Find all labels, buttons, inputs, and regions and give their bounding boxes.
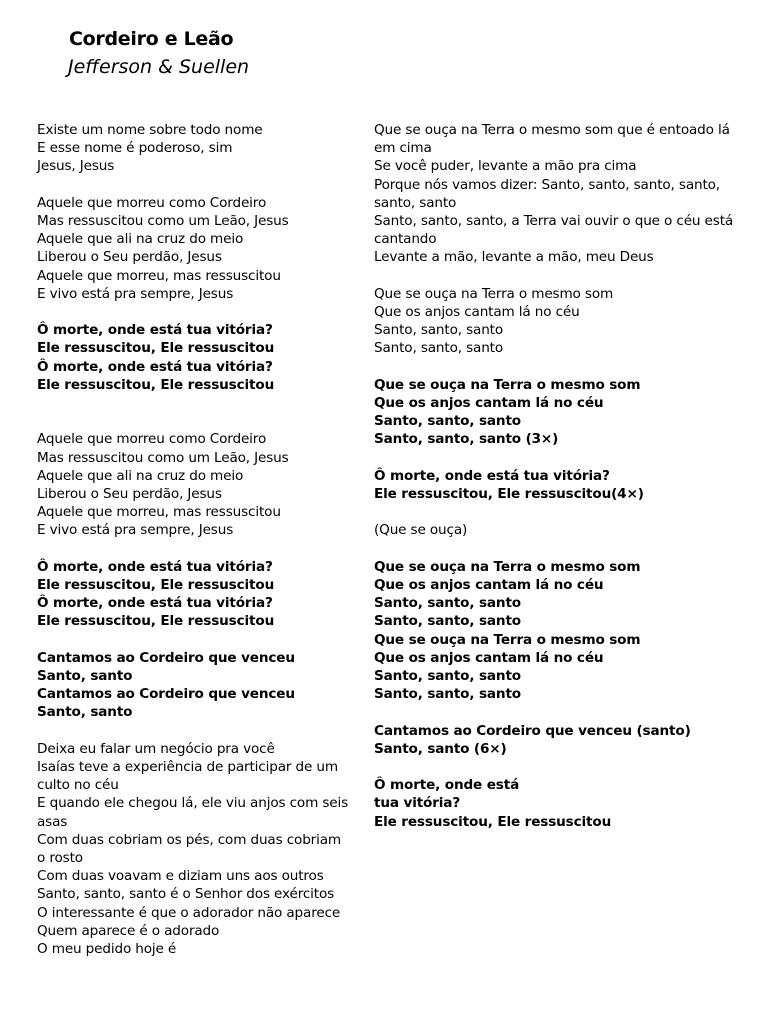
lyric-line: Quem aparece é o adorado: [37, 922, 220, 939]
lyric-line: Que se ouça na Terra o mesmo som: [374, 631, 641, 648]
stanza: [374, 776, 754, 831]
lyric-line: Que se ouça na Terra o mesmo som: [374, 558, 641, 575]
lyric-line: Que os anjos cantam lá no céu: [374, 649, 604, 666]
lyric-line: Isaías teve a experiência de participar de um culto no céu: [37, 759, 338, 794]
lyric-line: Aquele que morreu como Cordeiro: [37, 194, 267, 211]
stanza: [374, 722, 754, 758]
lyric-line: Que os anjos cantam lá no céu: [374, 304, 580, 321]
lyric-line: Mas ressuscitou como um Leão, Jesus: [37, 213, 289, 229]
lyric-line: (Que se ouça): [374, 522, 468, 539]
lyric-line: Ele ressuscitou, Ele ressuscitou: [37, 340, 275, 357]
lyric-line: Ô morte, onde está tua vitória?: [37, 322, 273, 339]
lyric-line: Jesus, Jesus: [37, 158, 115, 175]
lyric-line: Santo, santo, santo: [374, 413, 521, 430]
lyric-line: Porque nós vamos dizer: Santo, santo, santo, santo, santo, santo: [374, 176, 720, 211]
lyric-line: Ele ressuscitou, Ele ressuscitou(4×): [374, 486, 644, 503]
lyric-line: Cantamos ao Cordeiro que venceu: [37, 686, 295, 703]
lyric-line: Santo, santo, santo: [374, 340, 504, 357]
lyric-line: O interessante é que o adorador não aparece: [37, 904, 341, 921]
lyric-line: Aquele que morreu, mas ressuscitou: [37, 267, 281, 284]
stanza: [374, 558, 754, 704]
lyric-line: Santo, santo: [37, 668, 133, 685]
lyric-line: Cantamos ao Cordeiro que venceu (santo): [374, 722, 691, 739]
stanza: [374, 467, 754, 503]
lyric-line: Que se ouça na Terra o mesmo som: [374, 376, 641, 393]
lyric-line: Que se ouça na Terra o mesmo som: [374, 285, 614, 302]
stanza: [37, 430, 352, 539]
stanza: [374, 121, 754, 267]
stanza: [37, 649, 352, 722]
song-title: Cordeiro e Leão: [69, 28, 234, 50]
lyric-line: Santo, santo, santo é o Senhor dos exércitos: [37, 886, 335, 903]
lyric-line: tua vitória?: [374, 795, 461, 812]
lyric-line: Ele ressuscitou, Ele ressuscitou: [37, 613, 275, 630]
lyric-line: Aquele que ali na cruz do meio: [37, 467, 244, 484]
stanza: [37, 558, 352, 631]
song-artist: Jefferson & Suellen: [68, 56, 250, 78]
lyric-line: Santo, santo, santo, a Terra vai ouvir o que o céu está cantando: [374, 213, 734, 248]
lyric-line: Liberou o Seu perdão, Jesus: [37, 249, 222, 266]
lyric-line: Que os anjos cantam lá no céu: [374, 577, 604, 593]
lyric-line: Levante a mão, levante a mão, meu Deus: [374, 249, 654, 266]
lyric-line: Ô morte, onde está tua vitória?: [374, 467, 610, 484]
stanza: [37, 321, 352, 394]
lyric-line: Aquele que ali na cruz do meio: [37, 231, 244, 248]
lyric-line: E esse nome é poderoso, sim: [37, 140, 233, 157]
lyric-line: Liberou o Seu perdão, Jesus: [37, 486, 222, 503]
lyric-line: Santo, santo, santo: [374, 595, 521, 612]
stanza: [374, 376, 754, 449]
lyric-line: E vivo está pra sempre, Jesus: [37, 522, 234, 539]
lyric-line: Ele ressuscitou, Ele ressuscitou: [37, 577, 275, 594]
lyrics-right-column: [374, 121, 754, 849]
lyric-line: Santo, santo, santo: [374, 686, 521, 703]
lyric-line: Se você puder, levante a mão pra cima: [374, 158, 637, 175]
lyric-line: Aquele que morreu, mas ressuscitou: [37, 504, 281, 521]
lyric-line: Mas ressuscitou como um Leão, Jesus: [37, 449, 289, 466]
lyric-line: Que os anjos cantam lá no céu: [374, 395, 604, 412]
lyric-line: E quando ele chegou lá, ele viu anjos com seis asas: [37, 795, 349, 830]
lyric-line: Que se ouça na Terra o mesmo som que é entoado lá em cima: [374, 122, 730, 157]
lyric-line: E vivo está pra sempre, Jesus: [37, 285, 234, 302]
stanza: [37, 121, 352, 176]
stanza: [374, 521, 754, 539]
lyric-line: Cantamos ao Cordeiro que venceu: [37, 649, 295, 666]
lyric-line: Ô morte, onde está tua vitória?: [37, 358, 273, 375]
lyric-line: Santo, santo, santo: [374, 668, 521, 685]
stanza: [37, 194, 352, 303]
lyric-line: O meu pedido hoje é: [37, 941, 177, 958]
lyric-line: Aquele que morreu como Cordeiro: [37, 431, 267, 448]
lyric-line: Santo, santo, santo: [374, 322, 504, 339]
stanza: [374, 285, 754, 358]
lyric-line: Ele ressuscitou, Ele ressuscitou: [374, 813, 612, 830]
lyric-line: Ô morte, onde está tua vitória?: [37, 595, 273, 612]
lyric-line: Santo, santo, santo: [374, 613, 521, 630]
lyric-line: Santo, santo (6×): [374, 740, 507, 757]
stanza: [37, 740, 352, 958]
lyric-line: Com duas cobriam os pés, com duas cobriam o rosto: [37, 831, 342, 867]
lyric-line: Ele ressuscitou, Ele ressuscitou: [37, 376, 275, 393]
lyric-line: Santo, santo, santo (3×): [374, 431, 559, 448]
lyric-line: Com duas voavam e diziam uns aos outros: [37, 868, 324, 885]
lyrics-left-column: [37, 121, 352, 976]
lyric-line: Deixa eu falar um negócio pra você: [37, 740, 275, 757]
lyric-line: Ô morte, onde está tua vitória?: [37, 558, 273, 575]
lyric-line: Santo, santo: [37, 704, 133, 721]
lyric-line: Ô morte, onde está: [374, 777, 520, 794]
lyric-line: Existe um nome sobre todo nome: [37, 122, 263, 138]
